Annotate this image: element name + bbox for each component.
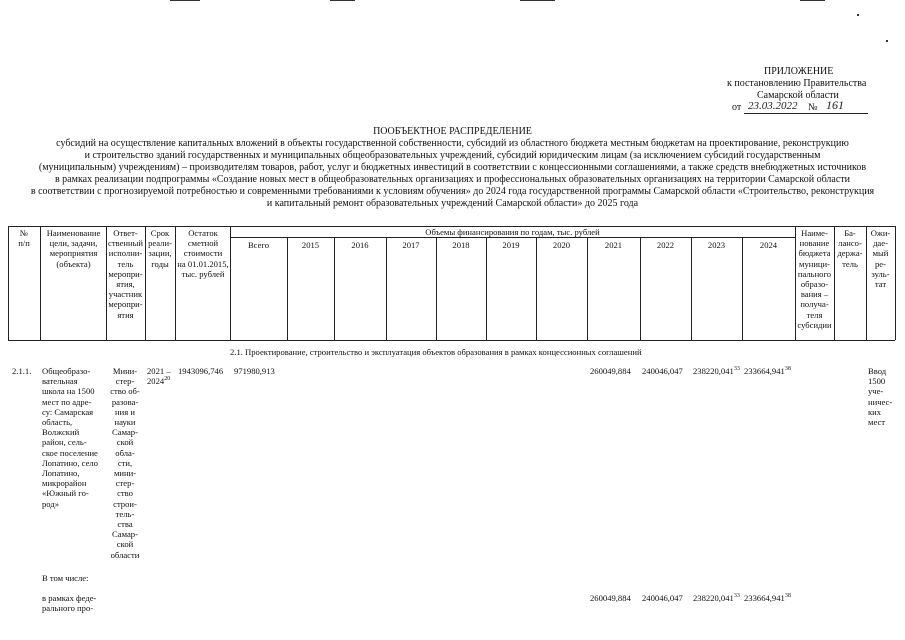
sub-row-name: в рамках феде- рального про- [42, 593, 97, 614]
row-2022: 240046,047 [642, 366, 683, 376]
header-year-2019: 2019 [502, 240, 520, 250]
scan-mark [800, 0, 825, 1]
header-year-2017: 2017 [402, 240, 420, 250]
header-holder: Ба- лансо- держа- тель [837, 228, 863, 269]
row-total: 971980,913 [234, 366, 275, 376]
row-responsible: Мини- стер- ство об- разова- ния и науки Самар- ской обла- сти, мини- стер- ство строи- тель- ства Самар- ской области [110, 366, 140, 560]
header-responsible: Ответ- ственный исполни- тель меропри- ятия, участник меропри- ятия [108, 228, 143, 320]
header-year-2022: 2022 [656, 240, 675, 250]
title-line-4: в рамках реализации подпрограммы «Создание новых мест в общеобразовательных организациях и профессиональных образовательных организациях на территории Самарской области [54, 174, 851, 185]
header-volumes: Объемы финансирования по годам, тыс. рублей [425, 227, 600, 237]
row-number: 2.1.1. [12, 366, 32, 376]
sub-row-2022: 240046,047 [642, 593, 683, 603]
appendix-date-value: 23.03.2022 [748, 100, 798, 112]
appendix-title: ПРИЛОЖЕНИЕ [764, 66, 834, 77]
title-main: ПООБЪЕКТНОЕ РАСПРЕДЕЛЕНИЕ [373, 126, 532, 137]
header-year-2024: 2024 [759, 240, 778, 250]
scan-mark [170, 0, 200, 1]
title-line-1: субсидий на осуществление капитальных вложений в объекты государственной собственности, субсидий из областного бюджета местным бюджетам на проектирование, реконструкцию [56, 138, 849, 149]
scan-mark [886, 40, 888, 42]
header-expected: Ожи- дае- мый ре- зуль- тат [870, 228, 891, 290]
appendix-line-1: к постановлению Правительства [727, 78, 867, 89]
section-heading: 2.1. Проектирование, строительство и эксплуатация объектов образования в рамках концессионных соглашений [230, 347, 642, 357]
header-year-2015: 2015 [301, 240, 320, 250]
header-year-2020: 2020 [552, 240, 571, 250]
sub-row-2021: 260049,884 [590, 593, 631, 603]
header-total: Всего [247, 240, 270, 250]
header-name: Наименование цели, задачи, мероприятия (объекта) [46, 228, 101, 269]
header-year-2023: 2023 [707, 240, 726, 250]
appendix-number-value: 161 [826, 98, 844, 112]
title-line-3: (муниципальным) учреждениям) – производителям товаров, работ, услуг и бюджетных инвестиций в соответствии с концессионными соглашениями, а также средств внебюджетных источников [38, 162, 867, 173]
title-line-2: и строительство зданий государственных и муниципальных общеобразовательных учреждений, субсидий юридическим лицам (за исключением субсидий государственным [84, 150, 821, 161]
sub-row-2023: 238220,041$^{33}$ [693, 593, 740, 603]
appendix-number-prefix: № [808, 102, 818, 113]
header-year-2018: 2018 [452, 240, 470, 250]
row-balance: 1943096,746 [178, 366, 224, 376]
header-year-2016: 2016 [351, 240, 369, 250]
row-term: 2021 – 2024$^{20}$ [147, 366, 171, 387]
appendix-line-2: Самарской области [757, 90, 839, 101]
row-2024: 233664,941$^{38}$ [744, 366, 791, 376]
title-line-5: в соответствии с прогнозируемой потребностью и современными требованиями к условиям обучения» до 2024 года государственной программы Самарской области «Строительство, реконструкция [30, 186, 875, 197]
sub-row-2024: 233664,941$^{38}$ [744, 593, 791, 603]
scan-mark [330, 0, 355, 1]
header-balance: Остаток сметной стоимости на 01.01.2015, тыс. рублей [177, 228, 229, 279]
row-2023: 238220,041$^{33}$ [693, 366, 740, 376]
including-label: В том числе: [42, 573, 89, 583]
appendix-date-prefix: от [732, 102, 742, 113]
header-num: № п/п [18, 228, 30, 249]
row-object-name: Общеобразо- вательная школа на 1500 мест по адре- су: Самарская область, Волжский район, сель- ское поселение Лопатино, село Лопатино, микрорайон «Южный го- род» [42, 366, 98, 509]
scan-mark [520, 0, 555, 1]
signature-underline [744, 113, 868, 114]
header-year-2021: 2021 [604, 240, 623, 250]
scan-mark [857, 14, 859, 16]
header-budget-name: Наиме- нование бюджета муници- пального образо- вания – получа- теля субсидии [797, 228, 832, 330]
title-line-6: и капитальный ремонт образовательных учреждений Самарской области» до 2025 года [266, 198, 639, 209]
row-2021: 260049,884 [590, 366, 631, 376]
header-term: Срок реали- зации, годы [148, 228, 172, 269]
row-expected-result: Ввод 1500 уче- ничес- ких мест [868, 366, 893, 428]
